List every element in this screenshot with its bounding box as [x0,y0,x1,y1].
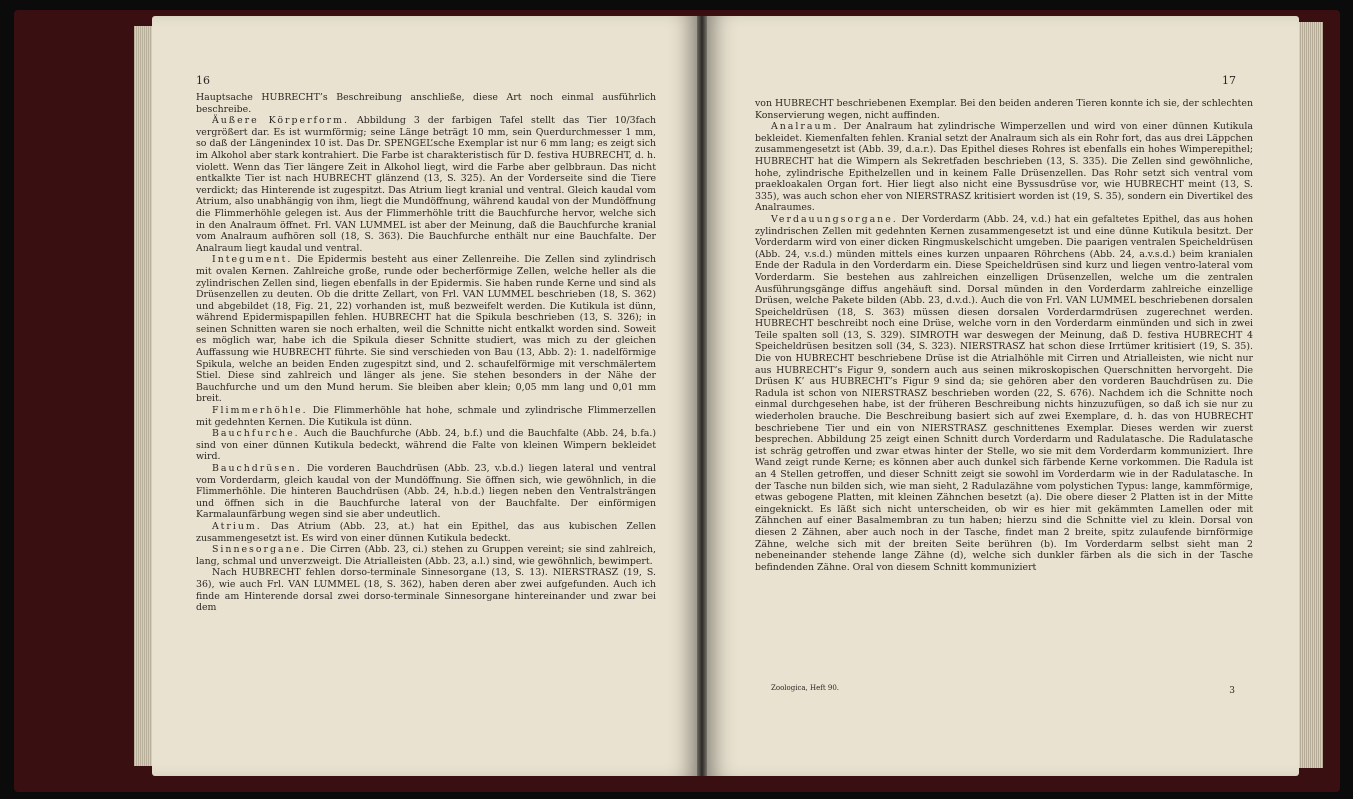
paragraph-text: Die Epidermis besteht aus einer Zellenreihe. Die Zellen sind zylindrisch mit ovalen Kernen. Zahlreiche große, runde oder becherförmige Zellen, welche heller als die zylindrischen Zellen sind, liegen ebenfalls in der Epidermis. Sie haben runde Kerne und sind als Drüsenzellen zu deuten. Ob die dritte Zellart, von Frl. VAN LUMMEL beschrieben (18, S. 362) und abgebildet (18, Fig. 21, 22) vorhanden ist, muß bezweifelt werden. Die Kutikula ist dünn, während Epidermispapillen fehlen. HUBRECHT hat die Spikula beschrieben (13, S. 326); in seinen Schnitten waren sie noch erhalten, weil die Schnitte nicht entkalkt worden sind. Soweit es möglich war, habe ich die Spikula dieser Schnitte studiert, was mich zu der gleichen Auffassung wie HUBRECHT führte. Sie sind verschieden von Bau (13, Abb. 2): 1. nadelförmige Spikula, welche an beiden Enden zugespitzt sind, und 2. schaufelförmige mit verschmälertem Stiel. Diese sind zahlreich und länger als jene. Sie stehen besonders in der Nähe der Bauchfurche und um den Mund herum. Sie bleiben aber klein; 0,05 mm lang und 0,01 mm breit. [196,254,656,405]
paragraph [196,92,656,115]
right-page [707,16,1299,776]
paragraph-text: Nach HUBRECHT fehlen dorso-terminale Sinnesorgane (13, S. 13). NIERSTRASZ (19, S. 36), wie auch Frl. VAN LUMMEL (18, S. 362), haben deren aber zwei aufgefunden. Auch ich finde am Hinterende dorsal zwei dorso-terminale Sinnesorgane hintereinander und zwar bei dem [196,567,656,614]
paragraph-text: Hauptsache HUBRECHT’s Beschreibung anschließe, diese Art noch einmal ausführlich beschreibe. [196,92,656,115]
left-body [196,92,656,614]
section-heading: Integument. [212,254,293,266]
page-edges-right [1299,22,1323,768]
paragraph-text: Die Flimmerhöhle hat hohe, schmale und zylindrische Flimmerzellen mit gedehnten Kernen. Die Kutikula ist dünn. [196,405,656,428]
paragraph-text: Auch die Bauchfurche (Abb. 24, b.f.) und die Bauchfalte (Abb. 24, b.fa.) sind von einer dünnen Kutikula bedeckt, während die Falte von kleinen Wimpern bekleidet wird. [196,428,656,463]
paragraph-text: Die Cirren (Abb. 23, ci.) stehen zu Gruppen vereint; sie sind zahlreich, lang, schmal und unverzweigt. Die Atrialleisten (Abb. 23, a.l.) sind, wie gewöhnlich, bewimpert. [196,544,656,567]
paragraph-text: Der Vorderdarm (Abb. 24, v.d.) hat ein gefaltetes Epithel, das aus hohen zylindrischen Zellen mit gedehnten Kernen zusammengesetzt ist und eine dünne Kutikula besitzt. Der Vorderdarm wird von einer dicken Ringmuskelschicht umgeben. Die paarigen ventralen Speicheldrüsen (Abb. 24, v.s.d.) münden mittels eines kurzen unpaaren Röhrchens (Abb. 24, a.v.s.d.) beim kranialen Ende der Radula in den Vorderdarm ein. Diese Speicheldrüsen sind kurz und liegen ventro-lateral vom Vorderdarm. Sie bestehen aus zahlreichen einzelligen Drüsenzellen, welche um die zentralen Ausführungsgänge diffus angehäuft sind. Dorsal münden in den Vorderdarm zahlreiche einzellige Drüsen, welche Pakete bilden (Abb. 23, d.v.d.). Auch die von Frl. VAN LUMMEL beschriebenen dorsalen Speicheldrüsen (18, S. 363) müssen diesen dorsalen Vorderdarmdrüsen zugerechnet werden. HUBRECHT beschreibt noch eine Drüse, welche vorn in den Vorderdarm einmünden und sich in zwei Teile spalten soll (13, S. 329). SIMROTH war deswegen der Meinung, daß D. festiva HUBRECHT 4 Speicheldrüsen besitzen soll (34, S. 323). NIERSTRASZ hat schon diese Irrtümer kritisiert (19, S. 35). Die von HUBRECHT beschriebene Drüse ist die Atrialhöhle mit Cirren und Atrialleisten, wie nicht nur aus HUBRECHT’s Figur 9, sondern auch aus seinen mikroskopischen Querschnitten hervorgeht. Die Drüsen K’ aus HUBRECHT’s Figur 9 sind da; sie gehören aber den vorderen Bauchdrüsen zu. Die Radula ist schon von NIERSTRASZ beschrieben worden (22, S. 676). Nachdem ich die Schnitte noch einmal durchgesehen habe, ist der früheren Beschreibung nichts hinzuzufügen, so daß ich sie nur zu wiederholen brauche. Die Beschreibung basiert sich auf zwei Exemplare, d. h. das von HUBRECHT beschriebene Tier und ein von NIERSTRASZ geschnittenes Exemplar. Dieses werden wir zuerst besprechen. Abbildung 25 zeigt einen Schnitt durch Vorderdarm und Radulatasche. Die Radulatasche ist schräg getroffen und zwar etwas hinter der Stelle, wo sie mit dem Vorderdarm kommuniziert. Ihre Wand zeigt runde Kerne; es können aber auch dunkel sich färbende Kerne vorkommen. Die Radula ist an 4 Stellen getroffen, und dieser Schnitt zeigt sie sowohl im Vorderdarm wie in der Radulatasche. In der Tasche nun bilden sich, wie man sieht, 2 Radulazähne vom polystichen Typus: lange, kammförmige, etwas gebogene Platten, mit kleinen Zähnchen besetzt (a). Die obere dieser 2 Platten ist in der Mitte eingeknickt. Es läßt sich nicht unterscheiden, ob wir es hier mit gekämmten Lamellen oder mit Zähnchen auf einer Basalmembran zu tun haben; hierzu sind die Schnitte viel zu klein. Dorsal von diesen 2 Zähnen, aber auch noch in der Tasche, findet man 2 breite, spitz zulaufende birnförmige Zähne, welche sich mit der breiten Seite berühren (b). Im Vorderdarm selbst sieht man 2 nebeneinander stehende lange Zähne (d), welche sich dunkler färben als die sich in der Tasche befindenden Zähne. Oral von diesem Schnitt kommuniziert [755,213,1253,573]
right-body [755,98,1253,573]
section-heading: Analraum. [771,121,839,133]
footer-journal: Zoologica, Heft 90. [771,684,840,692]
section-heading: Flimmerhöhle. [212,405,308,417]
section-heading: Sinnesorgane. [212,544,307,556]
section-heading: Bauchdrüsen. [212,463,302,474]
left-page [152,16,697,776]
paragraph [196,521,656,544]
paragraph [755,121,1253,214]
page-number: 17 [1222,74,1236,87]
paragraph [196,405,656,428]
book-gutter [697,16,707,776]
paragraph [196,254,656,405]
paragraph [755,98,1253,121]
paragraph [196,428,656,463]
section-heading: Verdauungsorgane. [771,213,898,225]
paragraph-text: Das Atrium (Abb. 23, at.) hat ein Epithel, das aus kubischen Zellen zusammengesetzt ist. Es wird von einer dünnen Kutikula bedeckt. [196,520,656,544]
paragraph [196,567,656,613]
section-heading: Äußere Körperform. [212,115,350,127]
paragraph [196,115,656,254]
section-heading: Atrium. [212,520,262,532]
page-number: 16 [196,74,210,87]
paragraph [755,214,1253,573]
paragraph-text: Die vorderen Bauchdrüsen (Abb. 23, v.b.d.) liegen lateral und ventral vom Vorderdarm, gleich kaudal von der Mundöffnung. Sie öffnen sich, wie gewöhnlich, in die Flimmerhöhle. Die hinteren Bauchdrüsen (Abb. 24, h.b.d.) liegen neben den Ventralsträngen und öffnen sich in die Bauchfurche lateral von der Bauchfalte. Der einförmigen Karmalaunfärbung wegen sind sie aber undeutlich. [196,463,656,521]
paragraph-text: von HUBRECHT beschriebenen Exemplar. Bei den beiden anderen Tieren konnte ich sie, der schlechten Konservierung wegen, nicht auffinden. [755,98,1253,121]
signature-mark: 3 [1229,686,1235,696]
paragraph-text: Abbildung 3 der farbigen Tafel stellt das Tier 10/3fach vergrößert dar. Es ist wurmförmig; seine Länge beträgt 10 mm, sein Querdurchmesser 1 mm, so daß der Längenindex 10 ist. Das Dr. SPENGEL’sche Exemplar ist nur 6 mm lang; es zeigt sich im Alkohol aber stark kontrahiert. Die Farbe ist charakteristisch für D. festiva HUBRECHT, d. h. violett. Wenn das Tier längere Zeit in Alkohol liegt, wird die Farbe aber gelbbraun. Das nicht entkalkte Tier ist nach HUBRECHT glänzend (13, S. 325). An der Vorderseite sind die Tiere verdickt; das Hinterende ist zugespitzt. Das Atrium liegt kranial und ventral. Gleich kaudal vom Atrium, also unabhängig von ihm, liegt die Mundöffnung, während kaudal von der Mundöffnung die Flimmerhöhle gelegen ist. Aus der Flimmerhöhle tritt die Bauchfurche hervor, welche sich in den Analraum öffnet. Frl. VAN LUMMEL ist aber der Meinung, daß die Bauchfurche kranial vom Analraum aufhören soll (18, S. 363). Die Bauchfurche enthält nur eine Bauchfalte. Der Analraum liegt kaudal und ventral. [196,115,656,254]
paragraph-text: Der Analraum hat zylindrische Wimperzellen und wird von einer dünnen Kutikula bekleidet. Kiemenfalten fehlen. Kranial setzt der Analraum sich als ein Rohr fort, das aus drei Läppchen zusammengesetzt ist (Abb. 39, d.a.r.). Das Epithel dieses Rohres ist ebenfalls ein hohes Wimperepithel; HUBRECHT hat die Wimpern als Sekretfaden beschrieben (13, S. 335). Die Zellen sind gewöhnliche, hohe, zylindrische Epithelzellen und in keinem Falle Drüsenzellen. Das Rohr setzt sich ventral vom praekloakalen Organ fort. Hier liegt also nicht eine Byssusdrüse vor, wie HUBRECHT meint (13, S. 335), was auch schon eher von NIERSTRASZ kritisiert worden ist (19, S. 35), sondern ein Divertikel des Analraumes. [755,121,1253,214]
paragraph [196,544,656,567]
section-heading: Bauchfurche. [212,428,300,440]
page-edges-left [134,26,152,766]
paragraph [196,463,656,521]
